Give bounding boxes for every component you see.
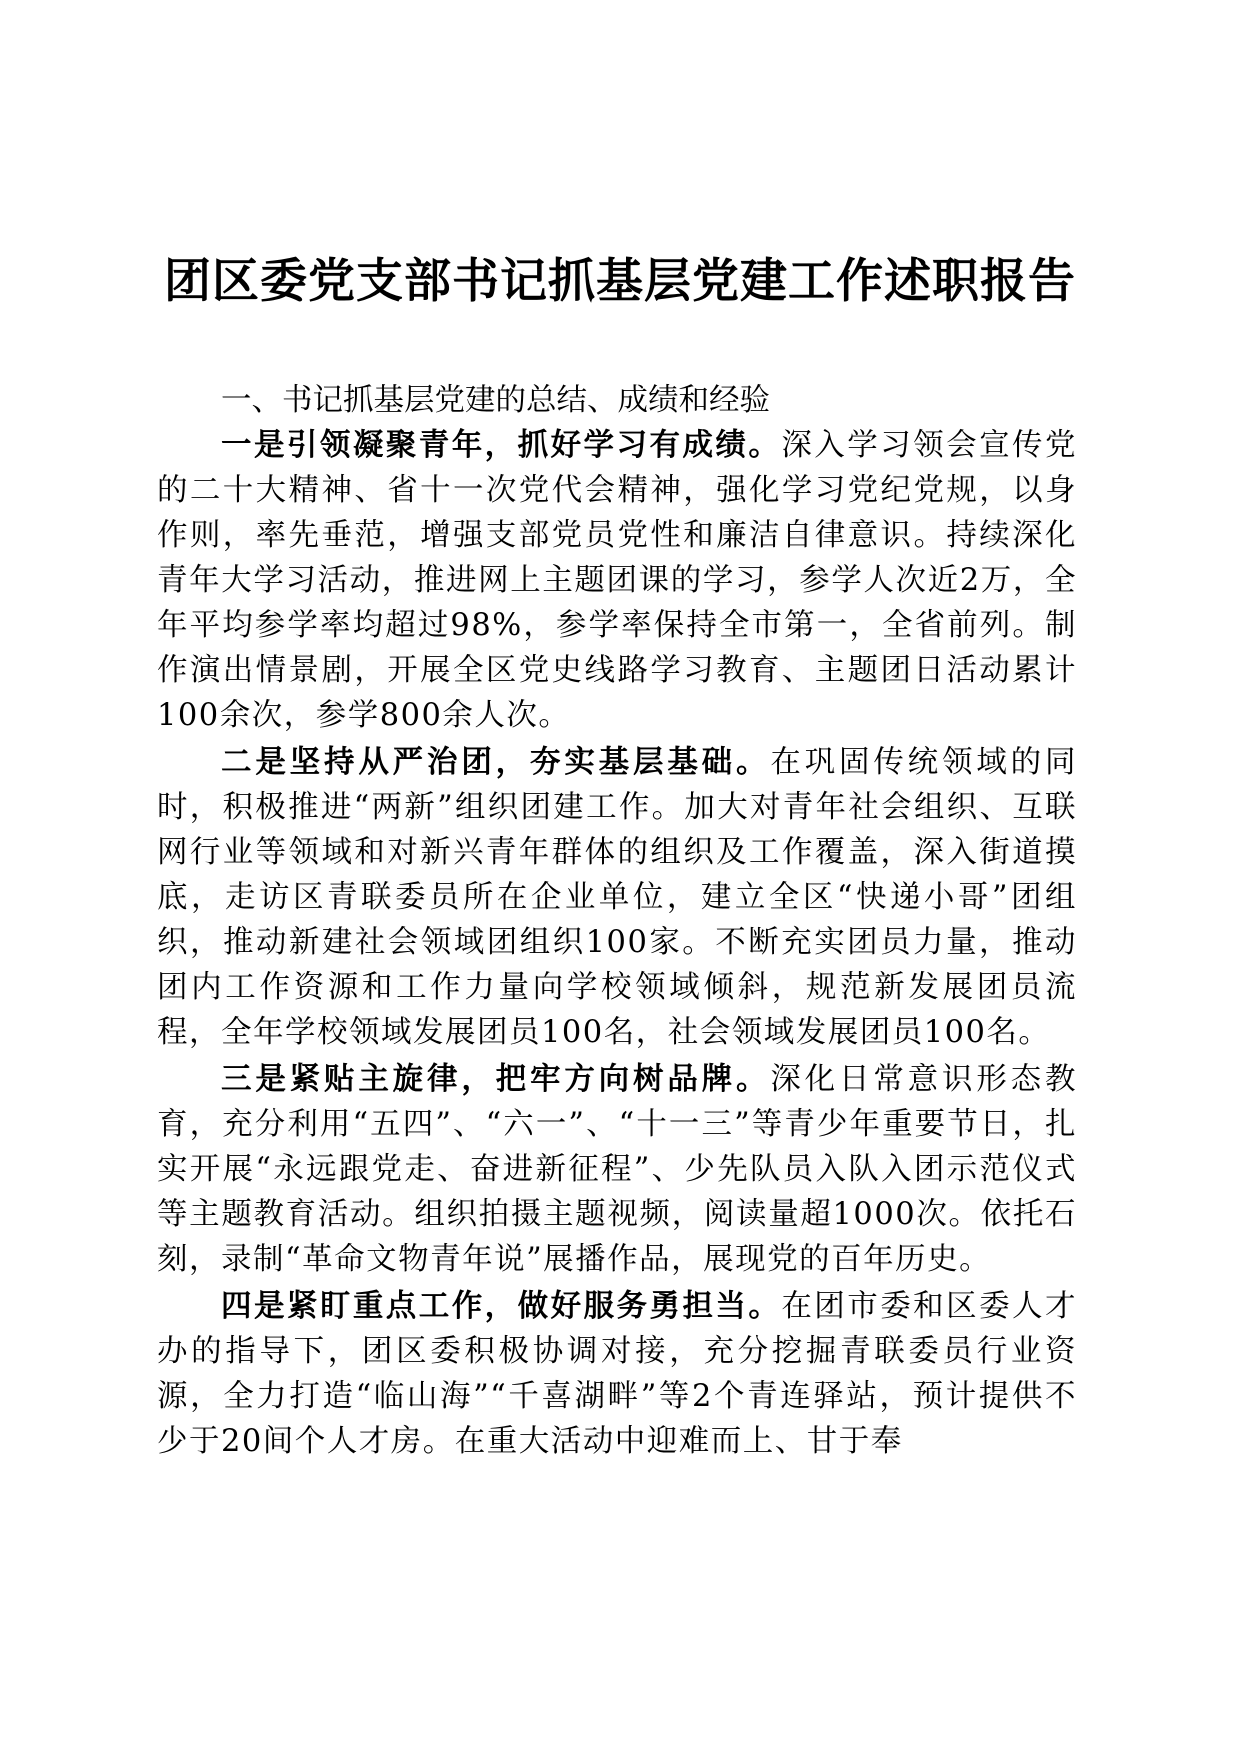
paragraph-3: [157, 1057, 1077, 1282]
paragraph-3-text: 深化日常意识形态教育，充分利用“五四”、“六一”、“十一三”等青少年重要节日，扎实开展“永远跟党走、奋进新征程”、少先队员入队入团示范仪式等主题教育活动。组织拍摄主题视频，阅读量超1000次。依托石刻，录制“革命文物青年说”展播作品，展现党的百年历史。: [157, 1062, 1078, 1277]
paragraph-4: [157, 1284, 1077, 1464]
paragraph-4-lead: 四是紧盯重点工作，做好服务勇担当。: [221, 1288, 782, 1324]
section-heading: 一、书记抓基层党建的总结、成绩和经验: [221, 383, 770, 418]
paragraph-1-text: 深入学习领会宣传党的二十大精神、省十一次党代会精神，强化学习党纪党规，以身作则，率先垂范，增强支部党员党性和廉洁自律意识。持续深化青年大学习活动，推进网上主题团课的学习，参学人次近2万，全年平均参学率均超过98%，参学率保持全市第一，全省前列。制作演出情景剧，开展全区党史线路学习教育、主题团日活动累计100余次，参学800余人次。: [157, 428, 1078, 733]
paragraph-2: [157, 740, 1077, 1055]
document-body: [157, 378, 1077, 1464]
paragraph-1-lead: 一是引领凝聚青年，抓好学习有成绩。: [221, 427, 782, 463]
paragraph-2-lead: 二是坚持从严治团，夯实基层基础。: [221, 744, 771, 780]
paragraph-4-text: 在团市委和区委人才办的指导下，团区委积极协调对接，充分挖掘青联委员行业资源，全力打造“临山海”“千喜湖畔”等2个青连驿站，预计提供不少于20间个人才房。在重大活动中迎难而上、甘于奉: [157, 1289, 1078, 1459]
paragraph-3-lead: 三是紧贴主旋律，把牢方向树品牌。: [221, 1061, 771, 1097]
paragraph-1: [157, 423, 1077, 738]
paragraph-2-text: 在巩固传统领域的同时，积极推进“两新”组织团建工作。加大对青年社会组织、互联网行业等领域和对新兴青年群体的组织及工作覆盖，深入街道摸底，走访区青联委员所在企业单位，建立全区“快递小哥”团组织，推动新建社会领域团组织100家。不断充实团员力量，推动团内工作资源和工作力量向学校领域倾斜，规范新发展团员流程，全年学校领域发展团员100名，社会领域发展团员100名。: [157, 745, 1078, 1050]
document-title: 团区委党支部书记抓基层党建工作述职报告: [164, 254, 1076, 309]
